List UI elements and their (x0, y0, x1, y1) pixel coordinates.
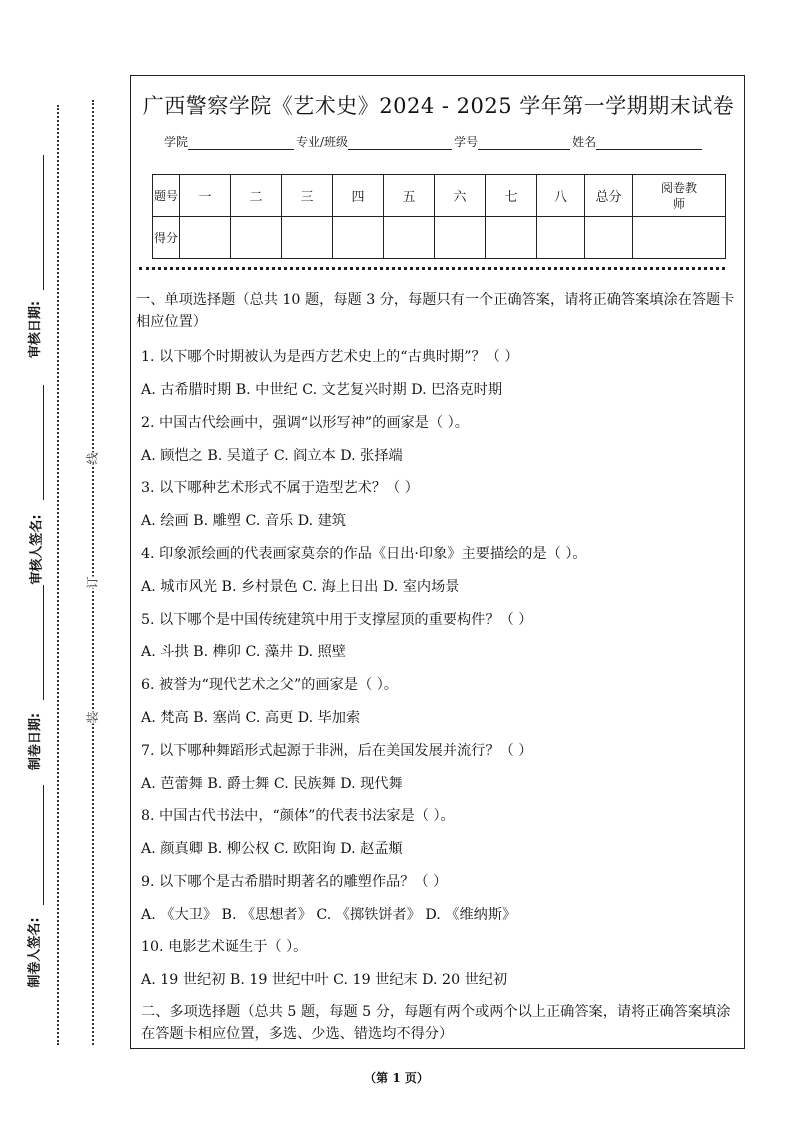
bind-line-char: 线 (82, 452, 103, 464)
maker-date-line (43, 585, 44, 700)
maker-date-label: 制卷日期: (28, 712, 44, 771)
student-info-row (164, 133, 704, 150)
options-2: A. 顾恺之 B. 吴道子 C. 阎立本 D. 张择端 (141, 448, 403, 464)
page-number: （第 1 页） (364, 1071, 429, 1085)
col-5: 五 (384, 175, 435, 217)
options-4: A. 城市风光 B. 乡村景色 C. 海上日出 D. 室内场景 (141, 579, 460, 595)
question-10: 10. 电影艺术诞生于（ ）。 (141, 939, 308, 955)
question-8: 8. 中国古代书法中，“颜体”的代表书法家是（ ）。 (141, 808, 455, 824)
options-9: A. 《大卫》 B. 《思想者》 C. 《掷铁饼者》 D. 《维纳斯》 (141, 907, 517, 923)
options-6: A. 梵高 B. 塞尚 C. 高更 D. 毕加索 (141, 710, 361, 726)
score-cell-8[interactable] (537, 217, 585, 259)
dotted-separator (139, 267, 725, 270)
maker-sign-line (43, 785, 44, 905)
grader-header: 阅卷教师 (633, 175, 726, 217)
question-7: 7. 以下哪种舞蹈形式起源于非洲，后在美国发展并流行？（ ） (141, 743, 533, 759)
col-4: 四 (333, 175, 384, 217)
col-2: 二 (231, 175, 282, 217)
score-cell-1[interactable] (180, 217, 231, 259)
name-field[interactable] (596, 137, 702, 150)
options-10: A. 19 世纪初 B. 19 世纪中叶 C. 19 世纪末 D. 20 世纪初 (141, 972, 508, 988)
score-cell-5[interactable] (384, 217, 435, 259)
score-cell-6[interactable] (435, 217, 486, 259)
col-total: 总分 (585, 175, 633, 217)
student-no-label: 学号 (454, 135, 479, 149)
options-7: A. 芭蕾舞 B. 爵士舞 C. 民族舞 D. 现代舞 (141, 776, 403, 792)
college-label: 学院 (164, 135, 189, 149)
score-cell-4[interactable] (333, 217, 384, 259)
major-label: 专业/班级 (296, 135, 349, 149)
score-table (152, 174, 726, 259)
options-5: A. 斗拱 B. 榫卯 C. 藻井 D. 照壁 (141, 644, 346, 660)
bind-fold-char: 装 (82, 711, 103, 723)
exam-title: 广西警察学院《艺术史》2024 - 2025 学年第一学期期末试卷 (142, 94, 735, 118)
options-8: A. 颜真卿 B. 柳公权 C. 欧阳询 D. 赵孟頫 (141, 841, 403, 857)
options-3: A. 绘画 B. 雕塑 C. 音乐 D. 建筑 (141, 513, 346, 529)
question-2: 2. 中国古代绘画中，强调“以形写神”的画家是（ ）。 (141, 415, 469, 431)
question-1: 1. 以下哪个时期被认为是西方艺术史上的“古典时期”？（ ） (141, 349, 519, 365)
score-cell-total[interactable] (585, 217, 633, 259)
outer-dotted-line (57, 105, 59, 1045)
name-label: 姓名 (572, 135, 597, 149)
col-7: 七 (486, 175, 537, 217)
question-6: 6. 被誉为“现代艺术之父”的画家是（ ）。 (141, 677, 398, 693)
question-no-header: 题号 (153, 175, 180, 217)
section1-heading: 一、单项选择题（总共 10 题，每题 3 分，每题只有一个正确答案，请将正确答案填涂在答题卡相应位置） (136, 292, 735, 330)
inner-dotted-line (92, 100, 94, 1045)
reviewer-sign-line (43, 385, 44, 500)
review-date-line (43, 155, 44, 290)
score-header: 得分 (153, 217, 180, 259)
score-cell-3[interactable] (282, 217, 333, 259)
col-3: 三 (282, 175, 333, 217)
review-date-label: 审核日期: (28, 300, 44, 359)
col-6: 六 (435, 175, 486, 217)
maker-sign-label: 制卷人签名: (27, 917, 43, 988)
question-3: 3. 以下哪种艺术形式不属于造型艺术？（ ） (141, 480, 419, 496)
bind-order-char: 订 (82, 576, 103, 588)
question-5: 5. 以下哪个是中国传统建筑中用于支撑屋顶的重要构件？（ ） (141, 612, 533, 628)
section2-heading: 二、多项选择题（总共 5 题，每题 5 分，每题有两个或两个以上正确答案，请将正确答案填涂在答题卡相应位置，多选、少选、错选均不得分） (141, 1004, 731, 1042)
question-9: 9. 以下哪个是古希腊时期著名的雕塑作品？（ ） (141, 874, 448, 890)
score-cell-2[interactable] (231, 217, 282, 259)
options-1: A. 古希腊时期 B. 中世纪 C. 文艺复兴时期 D. 巴洛克时期 (141, 382, 503, 398)
question-4: 4. 印象派绘画的代表画家莫奈的作品《日出·印象》主要描绘的是（ ）。 (141, 546, 587, 562)
score-cell-7[interactable] (486, 217, 537, 259)
exam-frame (130, 75, 745, 1049)
major-field[interactable] (348, 137, 452, 150)
score-table-header-row (153, 175, 726, 217)
college-field[interactable] (188, 137, 294, 150)
exam-content (136, 289, 741, 1042)
col-1: 一 (180, 175, 231, 217)
student-no-field[interactable] (478, 137, 570, 150)
reviewer-sign-label: 审核人签名: (29, 514, 45, 585)
grader-cell[interactable] (633, 217, 726, 259)
score-table-score-row (153, 217, 726, 259)
col-8: 八 (537, 175, 585, 217)
